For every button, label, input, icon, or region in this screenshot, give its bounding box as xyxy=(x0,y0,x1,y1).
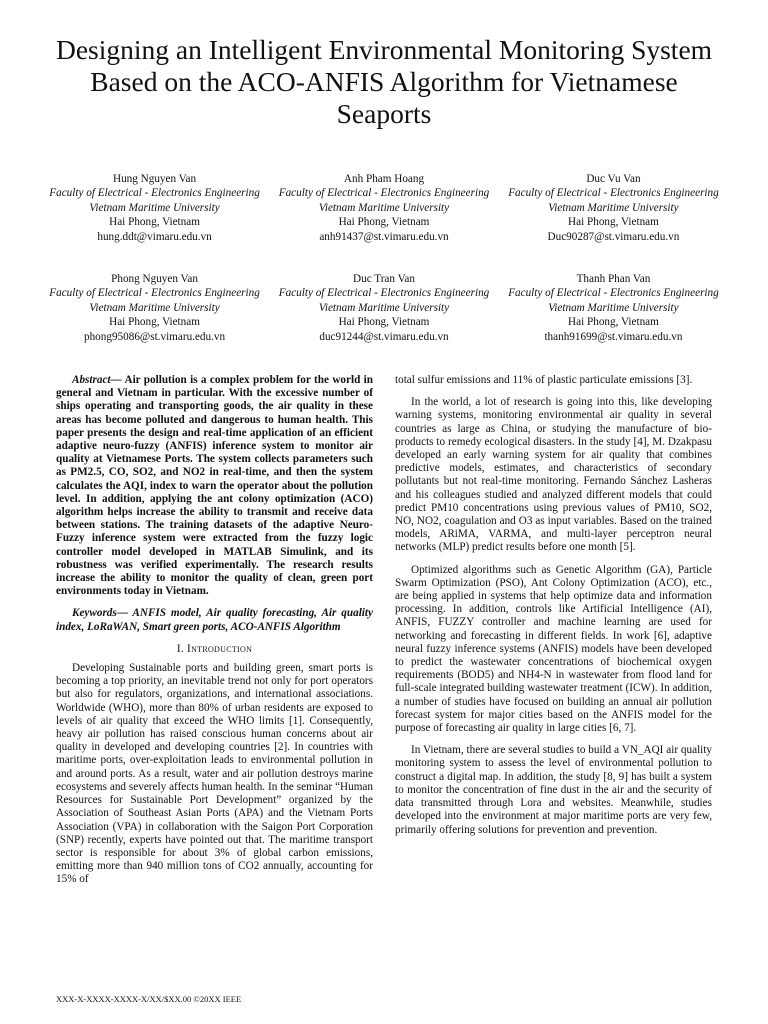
author-city: Hai Phong, Vietnam xyxy=(109,216,200,229)
author-affiliation: Faculty of Electrical - Electronics Engineering xyxy=(508,287,719,300)
author-block xyxy=(499,272,728,344)
author-university: Vietnam Maritime University xyxy=(548,201,679,214)
author-affiliation: Faculty of Electrical - Electronics Engineering xyxy=(508,187,719,200)
author-block xyxy=(269,172,498,244)
author-university: Vietnam Maritime University xyxy=(89,301,220,314)
paper-title: Designing an Intelligent Environmental Monitoring System Based on the ACO-ANFIS Algorithm for Vietnamese Seaports xyxy=(55,34,713,129)
author-name: Anh Pham Hoang xyxy=(343,173,425,185)
author-block xyxy=(499,172,728,244)
author-block xyxy=(40,172,269,244)
author-name: Phong Nguyen Van xyxy=(111,273,198,285)
author-city: Hai Phong, Vietnam xyxy=(568,316,659,329)
author-name: Thanh Phan Van xyxy=(576,273,651,285)
author-block xyxy=(269,272,498,344)
author-email[interactable]: phong95086@st.vimaru.edu.vn xyxy=(83,330,226,343)
author-city: Hai Phong, Vietnam xyxy=(109,316,200,329)
abstract xyxy=(56,374,373,598)
author-city: Hai Phong, Vietnam xyxy=(338,216,430,229)
author-affiliation: Faculty of Electrical - Electronics Engineering xyxy=(49,287,260,300)
section-heading-introduction: I. Introduction xyxy=(176,642,253,655)
abstract-label: Abstract— xyxy=(72,374,122,386)
author-name: Duc Vu Van xyxy=(586,173,641,185)
abstract-text: Air pollution is a complex problem for the world in general and Vietnam in particular. With the excessive number of ships operating and transporting goods, the air quality in these areas has become polluted and dangerous to human health. This paper presents the design and real-time application of an efficient adaptive neuro-fuzzy (ANFIS) inference system to monitor air quality at Vietnamese Ports. The system collects parameters such as PM2.5, CO, SO2, and NO2 in real-time, and then the system calculates the AQI, index to warn the operator about the pollution level. In addition, applying the ant colony optimization (ACO) algorithm helps increase the ability to transmit and receive data between stations. The training datasets of the adaptive Neuro-Fuzzy inference system were extracted from the fuzzy logic controller model developed in MATLAB Simulink, and its robustness was verified experimentally. The research results increase the ability to monitor the quality of clean, green port environments today in Vietnam. xyxy=(56,374,373,598)
author-university: Vietnam Maritime University xyxy=(548,301,679,314)
author-university: Vietnam Maritime University xyxy=(318,301,450,314)
author-email[interactable]: hung.ddt@vimaru.edu.vn xyxy=(97,230,212,243)
author-university: Vietnam Maritime University xyxy=(318,201,450,214)
body-paragraph: In the world, a lot of research is going into this, like developing warning systems, monitoring environmental air quality in several countries as large as China, or studying the manufacture of bio-products to remedy ecological disasters. In the study [4], M. Dzakpasu developed an early warning system for air quality that combines predictive models, estimates, and characteristics of secondary pollutants but not real-time monitoring. Fernando Sánchez Lasheras and his colleagues studied and analyzed different models that could predict PM10 concentrations using previous values of PM10, SO2, NO, NO2, coagulation and O3 as input variables. Based on the trained models, ARiMA, VARMA, and multi-layer perceptron neural networks (MLP) predict results before one month [5]. xyxy=(395,396,712,554)
author-city: Hai Phong, Vietnam xyxy=(568,216,659,229)
author-row-1 xyxy=(40,172,728,244)
author-city: Hai Phong, Vietnam xyxy=(338,316,430,329)
author-email[interactable]: Duc90287@st.vimaru.edu.vn xyxy=(547,230,680,243)
author-email[interactable]: duc91244@st.vimaru.edu.vn xyxy=(319,330,449,343)
author-name: Duc Tran Van xyxy=(353,273,415,285)
author-row-2 xyxy=(40,272,728,344)
author-email[interactable]: thanh91699@st.vimaru.edu.vn xyxy=(544,330,683,343)
body-paragraph: In Vietnam, there are several studies to build a VN_AQI air quality monitoring system to assess the level of environmental pollution to construct a digital map. In addition, the study [8, 9] has built a system to monitor the concentration of fine dust in the air and the security of data transmitted through Lora and websites. Meanwhile, studies developed into the environment at major maritime ports are very few, primarily offering solutions for prevention and prevention. xyxy=(395,744,712,836)
author-affiliation: Faculty of Electrical - Electronics Engineering xyxy=(278,287,490,300)
author-affiliation: Faculty of Electrical - Electronics Engineering xyxy=(278,187,490,200)
right-column xyxy=(395,374,712,846)
author-affiliation: Faculty of Electrical - Electronics Engineering xyxy=(49,187,260,200)
body-paragraph: Developing Sustainable ports and building green, smart ports is becoming a top priority, an inevitable trend not only for port operators but also for regulators, organizations, and international associations. Worldwide (WHO), more than 80% of urban residents are exposed to levels of air quality that exceed the WHO limits [1]. Consequently, heavy air pollution has raised conscious human concerns about air quality in developed and developing countries [2]. In countries with maritime ports, over-exploitation leads to environmental pollution in and around ports. As a result, water and air pollution destroys marine ecosystems and severely affects human health. In the seminar “Human Resources for Sustainable Port Development” organized by the Association of Southeast Asian Ports (APA) and the Vietnam Ports Association (VPA) in collaboration with the Saigon Port Corporation (SNP) recently, experts have pointed out that. The maritime transport sector is responsible for about 3% of global carbon emissions, emitting more than 940 million tons of CO2 annually, accounting for 15% of xyxy=(56,662,373,886)
body-paragraph: Optimized algorithms such as Genetic Algorithm (GA), Particle Swarm Optimization (PSO), Ant Colony Optimization (ACO), etc., are being applied in systems that help optimize data and information processing. In addition, controls like Artificial Intelligence (AI), ANFIS, FUZZY controller and machine learning are used for networking and forecasting in different fields. In work [6], adaptive neural fuzzy inference systems (ANFIS) models have been developed to predict the wastewater concentrations of biochemical oxygen requirements (BOD5) and NH4-N in wastewater from flood land for full-scale integrated building wastewater treatment (ICW). In addition, a number of studies have focused on building an annual air pollution forecast system for major cities based on the ANFIS model for the purpose of forecasting air quality in large cities [6, 7]. xyxy=(395,563,712,735)
copyright-footer: XXX-X-XXXX-XXXX-X/XX/$XX.00 ©20XX IEEE xyxy=(56,994,242,1004)
left-column xyxy=(56,374,373,896)
body-paragraph: total sulfur emissions and 11% of plastic particulate emissions [3]. xyxy=(395,374,693,386)
author-block xyxy=(40,272,269,344)
keywords: Keywords— ANFIS model, Air quality forecasting, Air quality index, LoRaWAN, Smart green ports, ACO-ANFIS Algorithm xyxy=(56,607,373,633)
author-name: Hung Nguyen Van xyxy=(113,173,197,185)
author-email[interactable]: anh91437@st.vimaru.edu.vn xyxy=(319,230,449,243)
author-university: Vietnam Maritime University xyxy=(89,201,220,214)
